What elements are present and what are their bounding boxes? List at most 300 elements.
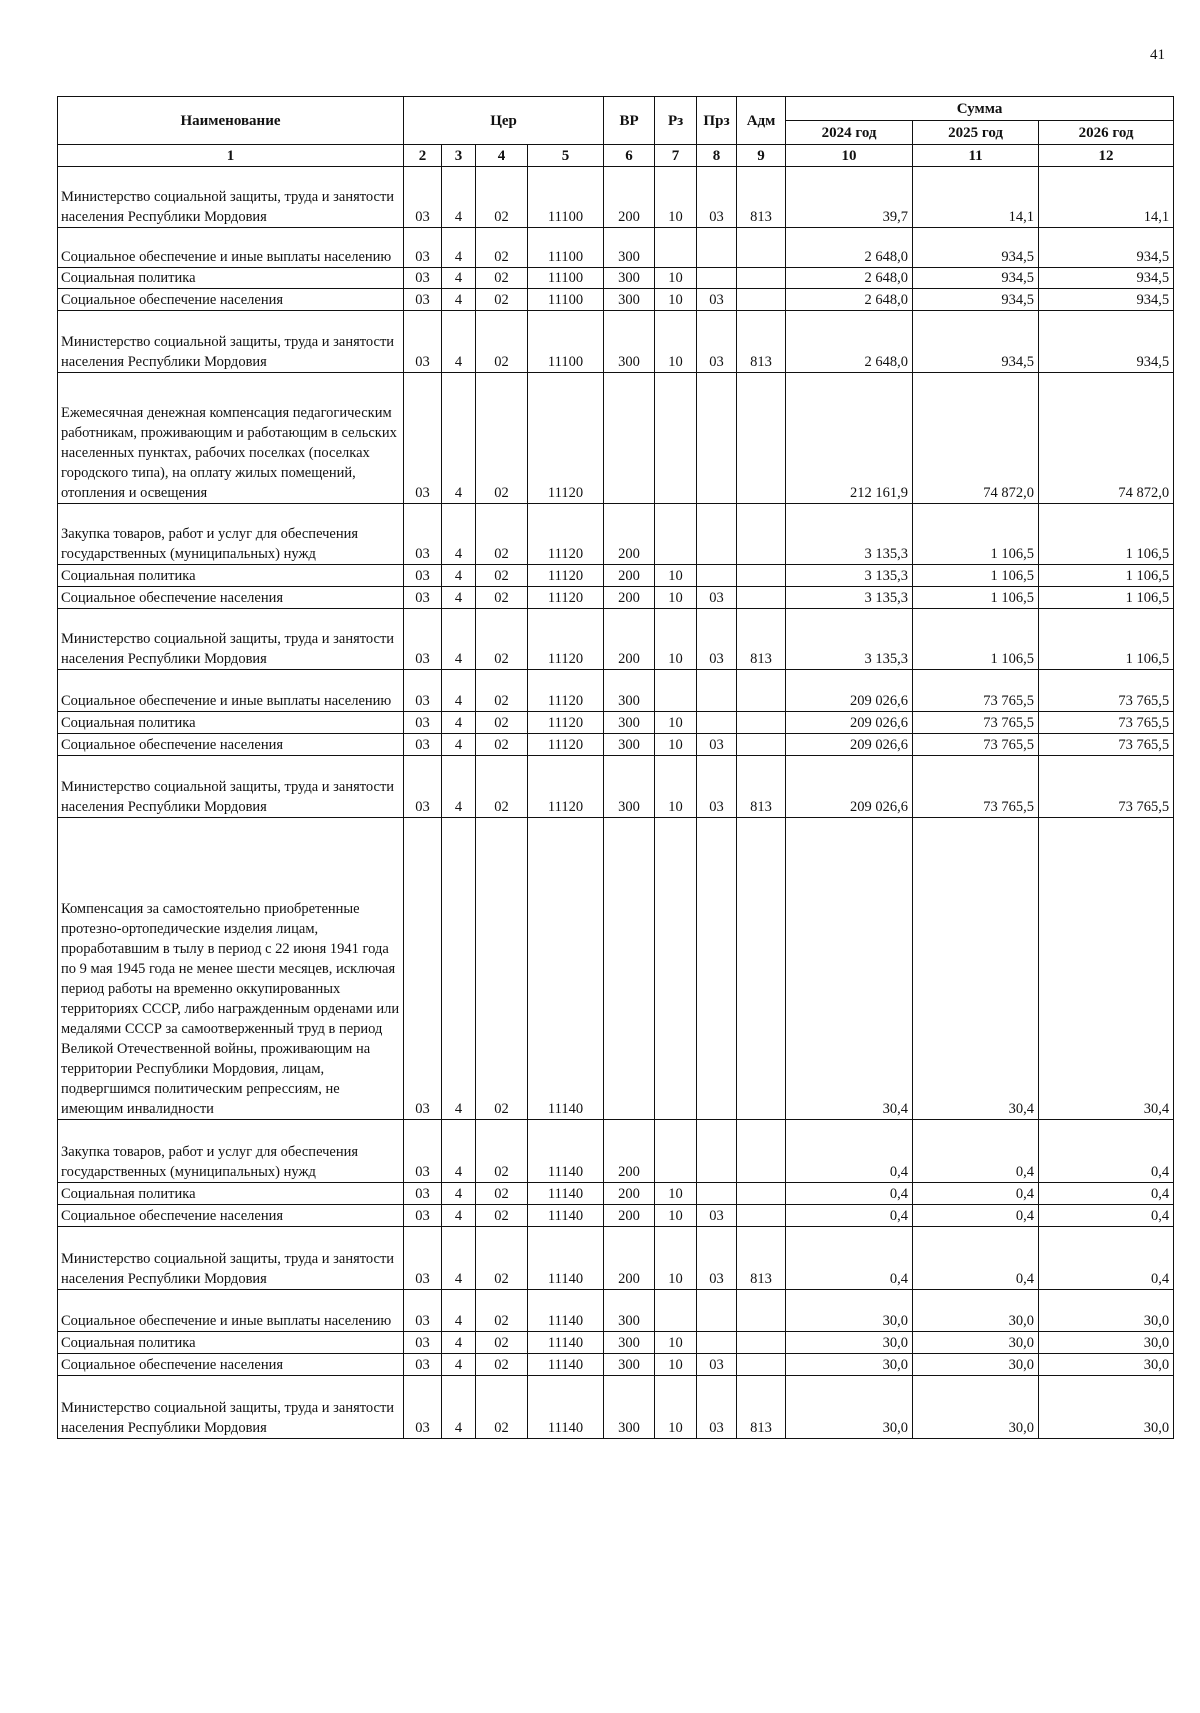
cell-name: Министерство социальной защиты, труда и занятости населения Республики Мордовия (58, 311, 404, 373)
cell-prz (697, 228, 737, 268)
cell-cer-3: 02 (476, 1290, 528, 1332)
cell-adm (737, 1205, 786, 1227)
cell-cer-2: 4 (442, 311, 476, 373)
cell-prz: 03 (697, 167, 737, 228)
cell-rz: 10 (655, 1227, 697, 1290)
table-row (58, 670, 1174, 712)
cell-sum-2026: 30,0 (1039, 1354, 1174, 1376)
cell-sum-2025: 0,4 (913, 1227, 1039, 1290)
cell-rz (655, 373, 697, 504)
cell-adm: 813 (737, 167, 786, 228)
cell-sum-2024: 0,4 (786, 1227, 913, 1290)
cell-sum-2024: 30,0 (786, 1376, 913, 1439)
cell-sum-2025: 30,0 (913, 1290, 1039, 1332)
cell-cer-2: 4 (442, 289, 476, 311)
column-number: 2 (404, 145, 442, 167)
cell-cer-3: 02 (476, 268, 528, 289)
cell-sum-2026: 0,4 (1039, 1120, 1174, 1183)
cell-adm (737, 1290, 786, 1332)
cell-name: Закупка товаров, работ и услуг для обеспечения государственных (муниципальных) нужд (58, 504, 404, 565)
cell-sum-2025: 1 106,5 (913, 504, 1039, 565)
cell-prz: 03 (697, 289, 737, 311)
cell-vr: 300 (604, 712, 655, 734)
header-name: Наименование (58, 97, 404, 145)
table-row (58, 289, 1174, 311)
cell-name: Социальное обеспечение и иные выплаты населению (58, 670, 404, 712)
cell-cer-1: 03 (404, 1332, 442, 1354)
cell-sum-2026: 0,4 (1039, 1227, 1174, 1290)
cell-sum-2026: 1 106,5 (1039, 587, 1174, 609)
cell-cer-1: 03 (404, 1227, 442, 1290)
cell-sum-2026: 74 872,0 (1039, 373, 1174, 504)
cell-sum-2026: 73 765,5 (1039, 734, 1174, 756)
table-row (58, 587, 1174, 609)
cell-prz: 03 (697, 1354, 737, 1376)
cell-rz: 10 (655, 268, 697, 289)
cell-cer-2: 4 (442, 712, 476, 734)
cell-sum-2025: 73 765,5 (913, 734, 1039, 756)
cell-adm (737, 565, 786, 587)
cell-cer-3: 02 (476, 756, 528, 818)
budget-table (57, 96, 1174, 1439)
table-row (58, 1227, 1174, 1290)
cell-rz: 10 (655, 1354, 697, 1376)
cell-cer-4: 11120 (528, 734, 604, 756)
table-row (58, 1376, 1174, 1439)
cell-name: Социальное обеспечение населения (58, 734, 404, 756)
cell-cer-2: 4 (442, 1376, 476, 1439)
cell-sum-2024: 2 648,0 (786, 268, 913, 289)
cell-adm: 813 (737, 609, 786, 670)
cell-prz (697, 373, 737, 504)
cell-cer-2: 4 (442, 734, 476, 756)
cell-cer-3: 02 (476, 1376, 528, 1439)
cell-cer-2: 4 (442, 1120, 476, 1183)
cell-cer-3: 02 (476, 734, 528, 756)
cell-cer-1: 03 (404, 587, 442, 609)
cell-sum-2026: 934,5 (1039, 311, 1174, 373)
cell-sum-2026: 1 106,5 (1039, 504, 1174, 565)
cell-cer-2: 4 (442, 373, 476, 504)
cell-vr: 300 (604, 289, 655, 311)
cell-cer-2: 4 (442, 1183, 476, 1205)
cell-vr: 200 (604, 587, 655, 609)
cell-cer-4: 11140 (528, 1183, 604, 1205)
cell-cer-3: 02 (476, 565, 528, 587)
header-sum: Сумма (786, 97, 1174, 121)
cell-adm (737, 712, 786, 734)
table-row (58, 756, 1174, 818)
column-number: 5 (528, 145, 604, 167)
cell-prz (697, 1183, 737, 1205)
cell-sum-2024: 2 648,0 (786, 289, 913, 311)
table-row (58, 1354, 1174, 1376)
cell-prz (697, 268, 737, 289)
column-number: 10 (786, 145, 913, 167)
table-row (58, 609, 1174, 670)
cell-rz: 10 (655, 1332, 697, 1354)
cell-vr: 300 (604, 1354, 655, 1376)
table-row (58, 565, 1174, 587)
cell-name: Компенсация за самостоятельно приобретенные протезно-ортопедические изделия лицам, проработавшим в тылу в период с 22 июня 1941 года по 9 мая 1945 года не менее шести месяцев, исключая период работы на временно оккупированных территориях СССР, либо награжденным орденами или медалями СССР за самоотверженный труд в период Великой Отечественной войны, проживающим на территории Республики Мордовия, лицам, подвергшимся политическим репрессиям, не имеющим инвалидности (58, 818, 404, 1120)
cell-prz (697, 1332, 737, 1354)
cell-cer-2: 4 (442, 756, 476, 818)
cell-vr: 300 (604, 1376, 655, 1439)
cell-name: Социальное обеспечение населения (58, 1354, 404, 1376)
cell-sum-2024: 209 026,6 (786, 670, 913, 712)
cell-sum-2024: 30,0 (786, 1332, 913, 1354)
cell-rz (655, 228, 697, 268)
cell-name: Министерство социальной защиты, труда и занятости населения Республики Мордовия (58, 167, 404, 228)
cell-adm (737, 1354, 786, 1376)
cell-cer-1: 03 (404, 228, 442, 268)
cell-cer-1: 03 (404, 167, 442, 228)
cell-adm: 813 (737, 1227, 786, 1290)
cell-cer-1: 03 (404, 818, 442, 1120)
cell-adm: 813 (737, 311, 786, 373)
column-number: 7 (655, 145, 697, 167)
cell-cer-4: 11120 (528, 609, 604, 670)
column-number: 9 (737, 145, 786, 167)
cell-prz: 03 (697, 1227, 737, 1290)
cell-cer-1: 03 (404, 1354, 442, 1376)
cell-sum-2024: 3 135,3 (786, 504, 913, 565)
cell-sum-2025: 73 765,5 (913, 670, 1039, 712)
column-number: 6 (604, 145, 655, 167)
cell-sum-2026: 1 106,5 (1039, 609, 1174, 670)
cell-sum-2024: 3 135,3 (786, 587, 913, 609)
cell-sum-2025: 0,4 (913, 1120, 1039, 1183)
cell-adm: 813 (737, 1376, 786, 1439)
cell-cer-3: 02 (476, 1354, 528, 1376)
cell-name: Министерство социальной защиты, труда и занятости населения Республики Мордовия (58, 1227, 404, 1290)
cell-rz: 10 (655, 565, 697, 587)
header-year-2026: 2026 год (1039, 121, 1174, 145)
cell-cer-1: 03 (404, 373, 442, 504)
cell-rz: 10 (655, 167, 697, 228)
cell-vr (604, 373, 655, 504)
cell-adm (737, 289, 786, 311)
column-number: 3 (442, 145, 476, 167)
table-header (58, 97, 1174, 167)
cell-sum-2025: 14,1 (913, 167, 1039, 228)
cell-cer-3: 02 (476, 609, 528, 670)
cell-prz: 03 (697, 311, 737, 373)
cell-name: Социальная политика (58, 268, 404, 289)
header-rz: Рз (655, 97, 697, 145)
cell-vr: 200 (604, 504, 655, 565)
cell-sum-2024: 209 026,6 (786, 756, 913, 818)
cell-rz: 10 (655, 609, 697, 670)
cell-rz (655, 818, 697, 1120)
cell-cer-1: 03 (404, 565, 442, 587)
cell-cer-4: 11120 (528, 670, 604, 712)
cell-adm (737, 228, 786, 268)
cell-sum-2025: 30,0 (913, 1332, 1039, 1354)
cell-rz: 10 (655, 734, 697, 756)
cell-cer-1: 03 (404, 1183, 442, 1205)
cell-cer-1: 03 (404, 670, 442, 712)
cell-vr: 200 (604, 1183, 655, 1205)
cell-cer-2: 4 (442, 565, 476, 587)
cell-cer-1: 03 (404, 1120, 442, 1183)
cell-cer-2: 4 (442, 1332, 476, 1354)
cell-cer-1: 03 (404, 609, 442, 670)
cell-prz: 03 (697, 734, 737, 756)
cell-adm (737, 587, 786, 609)
cell-name: Министерство социальной защиты, труда и занятости населения Республики Мордовия (58, 1376, 404, 1439)
table-row (58, 167, 1174, 228)
cell-vr: 200 (604, 565, 655, 587)
cell-rz (655, 670, 697, 712)
cell-sum-2025: 0,4 (913, 1183, 1039, 1205)
cell-cer-4: 11100 (528, 268, 604, 289)
cell-cer-3: 02 (476, 587, 528, 609)
table-row (58, 228, 1174, 268)
cell-rz: 10 (655, 756, 697, 818)
cell-sum-2026: 1 106,5 (1039, 565, 1174, 587)
cell-adm (737, 670, 786, 712)
cell-name: Социальное обеспечение населения (58, 587, 404, 609)
cell-rz: 10 (655, 712, 697, 734)
cell-prz (697, 1290, 737, 1332)
cell-cer-4: 11120 (528, 712, 604, 734)
cell-adm (737, 504, 786, 565)
cell-sum-2025: 934,5 (913, 289, 1039, 311)
cell-sum-2024: 39,7 (786, 167, 913, 228)
cell-cer-4: 11140 (528, 818, 604, 1120)
cell-name: Социальное обеспечение и иные выплаты населению (58, 228, 404, 268)
cell-sum-2024: 2 648,0 (786, 311, 913, 373)
cell-cer-4: 11140 (528, 1376, 604, 1439)
header-year-2025: 2025 год (913, 121, 1039, 145)
cell-cer-3: 02 (476, 1332, 528, 1354)
cell-sum-2024: 209 026,6 (786, 734, 913, 756)
table-body (58, 167, 1174, 1439)
table-row (58, 1290, 1174, 1332)
cell-vr: 300 (604, 756, 655, 818)
cell-sum-2026: 934,5 (1039, 289, 1174, 311)
table-row (58, 818, 1174, 1120)
header-vr: ВР (604, 97, 655, 145)
cell-sum-2024: 0,4 (786, 1205, 913, 1227)
cell-cer-2: 4 (442, 587, 476, 609)
cell-cer-4: 11100 (528, 167, 604, 228)
cell-vr: 300 (604, 1332, 655, 1354)
cell-cer-2: 4 (442, 609, 476, 670)
cell-name: Социальная политика (58, 712, 404, 734)
cell-rz: 10 (655, 1183, 697, 1205)
column-number: 12 (1039, 145, 1174, 167)
cell-vr: 300 (604, 734, 655, 756)
cell-vr: 200 (604, 167, 655, 228)
cell-cer-4: 11100 (528, 289, 604, 311)
table-row (58, 1332, 1174, 1354)
cell-name: Ежемесячная денежная компенсация педагогическим работникам, проживающим и работающим в сельских населенных пунктах, рабочих поселках (поселках городского типа), на оплату жилых помещений, отопления и освещения (58, 373, 404, 504)
cell-vr: 300 (604, 268, 655, 289)
cell-cer-2: 4 (442, 1354, 476, 1376)
cell-sum-2026: 30,4 (1039, 818, 1174, 1120)
cell-prz: 03 (697, 756, 737, 818)
cell-vr: 200 (604, 1120, 655, 1183)
cell-cer-3: 02 (476, 504, 528, 565)
cell-vr: 300 (604, 1290, 655, 1332)
cell-sum-2026: 73 765,5 (1039, 756, 1174, 818)
cell-cer-3: 02 (476, 1183, 528, 1205)
cell-adm (737, 373, 786, 504)
cell-rz (655, 504, 697, 565)
cell-sum-2024: 0,4 (786, 1183, 913, 1205)
cell-sum-2026: 14,1 (1039, 167, 1174, 228)
cell-cer-4: 11140 (528, 1290, 604, 1332)
cell-name: Социальная политика (58, 1183, 404, 1205)
cell-vr: 300 (604, 228, 655, 268)
cell-prz: 03 (697, 609, 737, 670)
cell-sum-2024: 209 026,6 (786, 712, 913, 734)
cell-sum-2024: 212 161,9 (786, 373, 913, 504)
cell-cer-3: 02 (476, 1227, 528, 1290)
cell-cer-1: 03 (404, 504, 442, 565)
cell-sum-2024: 30,4 (786, 818, 913, 1120)
cell-sum-2024: 30,0 (786, 1354, 913, 1376)
cell-prz: 03 (697, 587, 737, 609)
cell-vr: 200 (604, 1227, 655, 1290)
cell-sum-2026: 934,5 (1039, 268, 1174, 289)
cell-sum-2026: 73 765,5 (1039, 670, 1174, 712)
cell-vr (604, 818, 655, 1120)
header-cer: Цер (404, 97, 604, 145)
cell-cer-3: 02 (476, 373, 528, 504)
cell-name: Социальное обеспечение населения (58, 1205, 404, 1227)
cell-rz: 10 (655, 1376, 697, 1439)
cell-sum-2026: 73 765,5 (1039, 712, 1174, 734)
cell-sum-2024: 3 135,3 (786, 609, 913, 670)
cell-adm (737, 268, 786, 289)
cell-cer-4: 11100 (528, 228, 604, 268)
cell-adm (737, 1183, 786, 1205)
cell-sum-2026: 30,0 (1039, 1376, 1174, 1439)
page-number: 41 (1150, 47, 1165, 63)
cell-prz (697, 712, 737, 734)
cell-vr: 200 (604, 609, 655, 670)
cell-cer-3: 02 (476, 1205, 528, 1227)
cell-sum-2026: 30,0 (1039, 1290, 1174, 1332)
cell-prz (697, 670, 737, 712)
cell-rz (655, 1290, 697, 1332)
cell-rz: 10 (655, 311, 697, 373)
cell-cer-3: 02 (476, 670, 528, 712)
cell-rz (655, 1120, 697, 1183)
cell-cer-4: 11100 (528, 311, 604, 373)
cell-sum-2026: 0,4 (1039, 1183, 1174, 1205)
cell-cer-3: 02 (476, 1120, 528, 1183)
cell-cer-3: 02 (476, 289, 528, 311)
cell-sum-2025: 934,5 (913, 311, 1039, 373)
cell-sum-2026: 934,5 (1039, 228, 1174, 268)
column-number: 1 (58, 145, 404, 167)
header-prz: Прз (697, 97, 737, 145)
cell-sum-2025: 1 106,5 (913, 565, 1039, 587)
cell-cer-1: 03 (404, 289, 442, 311)
cell-cer-2: 4 (442, 268, 476, 289)
cell-cer-1: 03 (404, 1290, 442, 1332)
cell-sum-2025: 30,0 (913, 1354, 1039, 1376)
column-numbers-row (58, 145, 1174, 167)
table-row (58, 1183, 1174, 1205)
cell-name: Социальная политика (58, 1332, 404, 1354)
cell-cer-1: 03 (404, 712, 442, 734)
cell-sum-2025: 73 765,5 (913, 756, 1039, 818)
cell-cer-3: 02 (476, 167, 528, 228)
cell-adm (737, 1332, 786, 1354)
column-number: 4 (476, 145, 528, 167)
cell-cer-4: 11120 (528, 756, 604, 818)
cell-sum-2025: 1 106,5 (913, 609, 1039, 670)
table-row (58, 1205, 1174, 1227)
column-number: 8 (697, 145, 737, 167)
cell-sum-2025: 1 106,5 (913, 587, 1039, 609)
cell-cer-3: 02 (476, 228, 528, 268)
cell-name: Социальное обеспечение населения (58, 289, 404, 311)
cell-cer-1: 03 (404, 311, 442, 373)
table-row (58, 504, 1174, 565)
cell-sum-2024: 3 135,3 (786, 565, 913, 587)
cell-cer-2: 4 (442, 504, 476, 565)
table-row (58, 268, 1174, 289)
cell-vr: 300 (604, 311, 655, 373)
cell-sum-2025: 30,0 (913, 1376, 1039, 1439)
cell-cer-2: 4 (442, 228, 476, 268)
cell-cer-1: 03 (404, 734, 442, 756)
cell-sum-2025: 934,5 (913, 268, 1039, 289)
table-row (58, 734, 1174, 756)
cell-prz (697, 1120, 737, 1183)
cell-sum-2025: 30,4 (913, 818, 1039, 1120)
cell-cer-1: 03 (404, 1376, 442, 1439)
cell-sum-2025: 73 765,5 (913, 712, 1039, 734)
cell-rz: 10 (655, 587, 697, 609)
cell-sum-2024: 30,0 (786, 1290, 913, 1332)
cell-name: Социальная политика (58, 565, 404, 587)
cell-cer-2: 4 (442, 818, 476, 1120)
cell-sum-2026: 30,0 (1039, 1332, 1174, 1354)
cell-rz: 10 (655, 1205, 697, 1227)
cell-cer-4: 11120 (528, 373, 604, 504)
header-year-2024: 2024 год (786, 121, 913, 145)
cell-sum-2026: 0,4 (1039, 1205, 1174, 1227)
cell-cer-4: 11140 (528, 1227, 604, 1290)
cell-sum-2025: 74 872,0 (913, 373, 1039, 504)
cell-sum-2025: 934,5 (913, 228, 1039, 268)
cell-name: Закупка товаров, работ и услуг для обеспечения государственных (муниципальных) нужд (58, 1120, 404, 1183)
cell-cer-4: 11140 (528, 1354, 604, 1376)
cell-cer-4: 11140 (528, 1332, 604, 1354)
table-row (58, 373, 1174, 504)
cell-cer-4: 11120 (528, 587, 604, 609)
cell-adm (737, 1120, 786, 1183)
cell-sum-2024: 0,4 (786, 1120, 913, 1183)
cell-cer-1: 03 (404, 268, 442, 289)
cell-cer-4: 11120 (528, 504, 604, 565)
cell-prz (697, 565, 737, 587)
cell-prz: 03 (697, 1205, 737, 1227)
header-adm: Адм (737, 97, 786, 145)
cell-cer-3: 02 (476, 712, 528, 734)
cell-cer-1: 03 (404, 756, 442, 818)
cell-adm (737, 734, 786, 756)
cell-cer-2: 4 (442, 1205, 476, 1227)
cell-sum-2025: 0,4 (913, 1205, 1039, 1227)
